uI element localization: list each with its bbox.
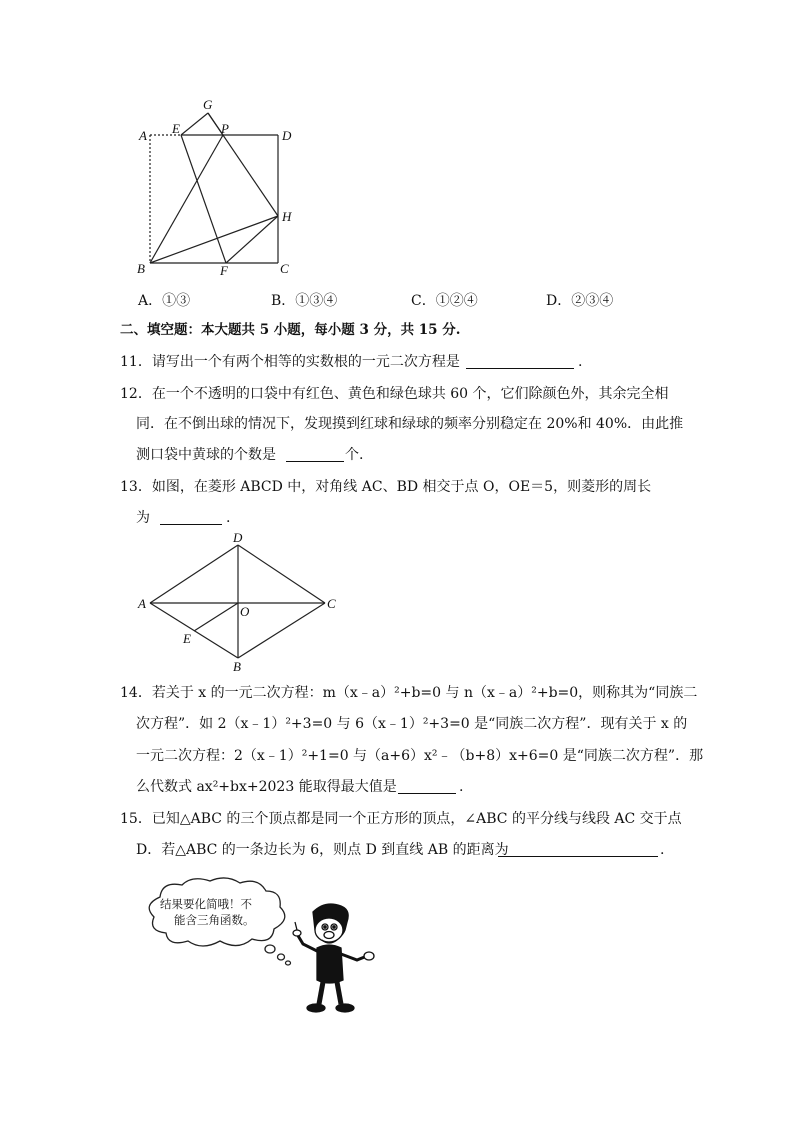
bubble-line1: 结果要化简哦！不 [160,897,252,911]
q12-text: 测口袋中黄球的个数是 [136,447,276,463]
section-heading: 二、填空题：本大题共 5 小题，每小题 3 分，共 15 分. [120,322,461,338]
q14-text: 么代数式 ax²+bx+2023 能取得最大值是 [136,779,397,795]
label-F: F [220,263,228,278]
question-12-line3 [136,445,364,465]
label-E: E [172,121,180,136]
answer-blank[interactable] [498,856,658,857]
label-E: E [183,631,191,646]
answer-blank[interactable] [398,793,456,794]
question-14-line3: 一元二次方程：2（x﹣1）²+1=0 与（a+6）x²﹣（b+8）x+6=0 是“同族二次方程”．那 [136,748,704,764]
question-14-line2: 次方程”．如 2（x﹣1）²+3=0 与 6（x﹣1）²+3=0 是“同族二次方程”．现有关于 x 的 [136,716,688,732]
label-C: C [327,596,336,611]
figure-rhombus [130,530,350,680]
bubble-line2: 能含三角函数。 [174,913,255,927]
answer-blank[interactable] [160,524,222,525]
answer-blank[interactable] [286,461,344,462]
option-a: A．①③ [138,293,191,309]
q15-text: D．若△ABC 的一条边长为 6，则点 D 到直线 AB 的距离为 [136,842,509,858]
q11-text: 11．请写出一个有两个相等的实数根的一元二次方程是 [120,354,460,370]
label-H: H [282,209,292,224]
label-B: B [233,659,241,674]
question-13-line1: 13．如图，在菱形 ABCD 中，对角线 AC、BD 相交于点 O，OE＝5，则菱形的周长 [120,479,652,495]
question-12-line1: 12．在一个不透明的口袋中有红色、黄色和绿色球共 60 个，它们除颜色外，其余完全相 [120,386,669,402]
option-b: B．①③④ [271,293,338,309]
label-A: A [138,596,146,611]
question-13-line2 [136,508,231,528]
option-d: D．②③④ [546,293,614,309]
q11-end: . [578,354,583,370]
label-C: C [280,261,289,276]
bubble-text [160,896,255,928]
question-11 [120,352,583,372]
label-D: D [233,530,243,545]
question-14-line4 [136,777,464,797]
q13-text: 为 [136,510,150,526]
label-A: A [139,128,147,143]
q15-end: . [660,842,665,858]
label-D: D [282,128,292,143]
question-12-line2: 同．在不倒出球的情况下，发现摸到红球和绿球的频率分别稳定在 20%和 40%．由此推 [136,416,684,432]
question-15-line2 [136,840,665,860]
label-G: G [203,97,213,112]
answer-blank[interactable] [466,368,574,369]
q14-end: . [459,779,464,795]
cartoon-character-illustration [285,900,385,1020]
label-B: B [137,261,145,276]
question-14-line1: 14．若关于 x 的一元二次方程：m（x﹣a）²+b=0 与 n（x﹣a）²+b=0，则称其为“同族二 [120,685,698,701]
figure-square-fold [130,95,310,280]
label-P: P [221,121,229,136]
option-c: C．①②④ [411,293,478,309]
q13-end: . [226,510,231,526]
question-15-line1: 15．已知△ABC 的三个顶点都是同一个正方形的顶点，∠ABC 的平分线与线段 AC 交于点 [120,811,682,827]
label-O: O [240,604,250,619]
q12-end: 个. [345,447,364,463]
